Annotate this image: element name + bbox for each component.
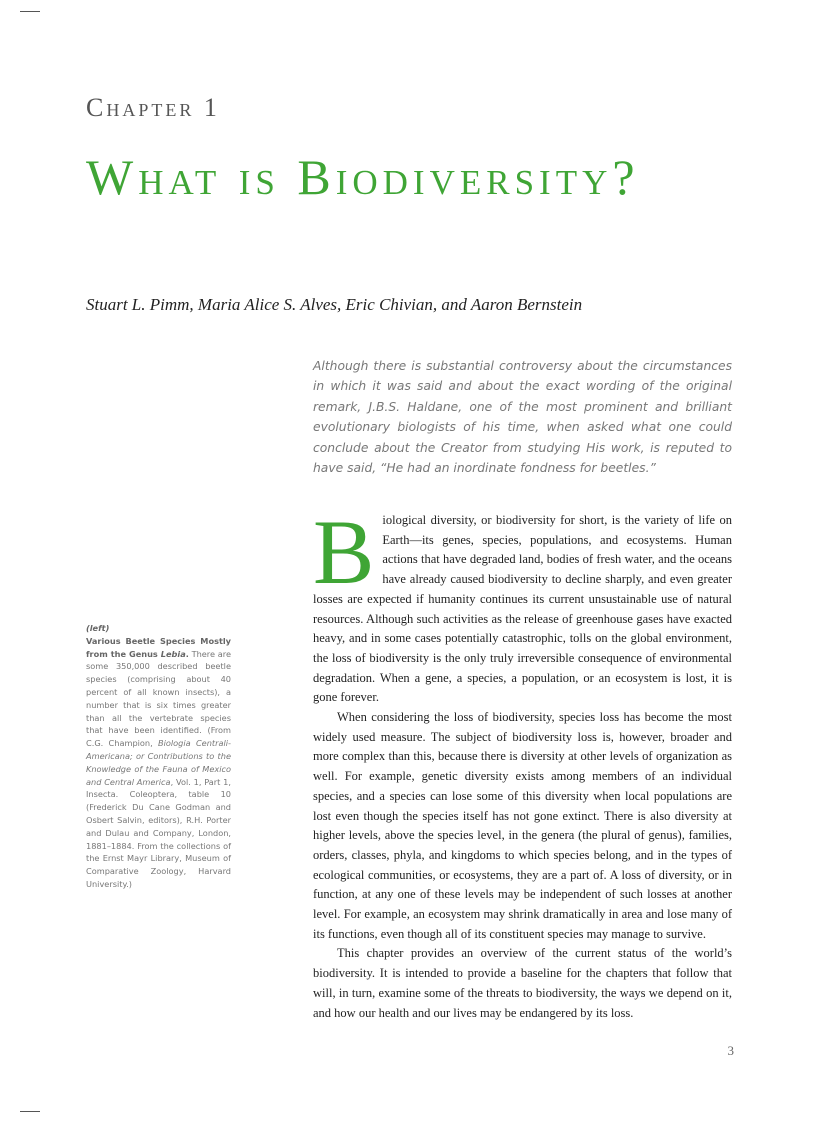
body-text — [313, 501, 732, 1023]
authors: Stuart L. Pimm, Maria Alice S. Alves, Eric Chivian, and Aaron Bernstein — [86, 295, 583, 314]
caption-tag: (left) — [86, 623, 110, 633]
crop-mark-bottom-left — [20, 1111, 40, 1112]
body-paragraph-1-text: iological diversity, or biodiversity for short, is the variety of life on Earth—its genes, species, populations, and ecosystems. Human actions that have degraded land, bodies of fresh water, and the oceans have already caused biodiversity to decline sharply, and even greater losses are expected if humanity continues its current unsustainable use of natural resources. Although such activities as the release of greenhouse gases have exacted heavy, and in some cases potentially catastrophic, tolls on the global environment, the loss of biodiversity is the only truly irreversible consequence of environmental degradation. When a gene, a species, a population, or an ecosystem is lost, it is gone forever. — [313, 513, 732, 705]
caption-genus: Lebia — [160, 648, 186, 659]
chapter-title: What is Biodiversity? — [86, 149, 640, 205]
figure-caption — [86, 622, 231, 891]
body-paragraph-2: When considering the loss of biodiversity, species loss has become the most widely used measure. The subject of biodiversity loss is, however, broader and more complex than this, because there is diversity at other levels of organization as well. For example, genetic diversity exists among members of an individual species, and a species can lose some of this diversity when local populations are lost even though the species itself has not gone extinct. There is also diversity at higher levels, above the species level, in the genera (the plural of genus), families, orders, classes, phyla, and kingdoms to which species belong, and in the types of ecological communities, or ecosystems, they are a part of. A loss of diversity, or in function, at any one of these levels may be independent of such losses at another level. For example, an ecosystem may shrink dramatically in area and lose many of its functions, even though all of its constituent species may manage to survive. — [313, 710, 732, 941]
caption-title-end: . — [185, 648, 189, 659]
crop-mark-top-left — [20, 11, 40, 12]
caption-book-title: Biologia Centrali-Americana; or Contributions to the Knowledge of the Fauna of Mexico and Central America — [86, 738, 231, 787]
drop-cap: B — [313, 501, 375, 603]
page-number: 3 — [727, 1043, 734, 1058]
body-paragraph-3: This chapter provides an overview of the current status of the world’s biodiversity. It is intended to provide a baseline for the chapters that follow that will, in turn, examine some of the threats to biodiversity, the ways we depend on it, and how our health and our lives may be endangered by its loss. — [313, 946, 732, 1020]
caption-text-2: , Vol. 1, Part 1, Insecta. Coleoptera, table 10 (Frederick Du Cane Godman and Osbert Salvin, editors), R.H. Porter and Dulau and Company, London, 1881–1884. From the collections of the Ernst Mayr Library, Museum of Comparative Zoology, Harvard University.) — [86, 776, 231, 889]
caption-text-1: There are some 350,000 described beetle species (comprising about 40 percent of all known insects), a number that is six times greater than all the vertebrate species that have been identified. (From C.G. Champion, — [86, 648, 231, 749]
body-paragraph-1 — [313, 501, 732, 708]
epigraph: Although there is substantial controversy about the circumstances in which it was said and about the exact wording of the original remark, J.B.S. Haldane, one of the most prominent and brilliant evolutionary biologists of his time, when asked what one could conclude about the Creator from studying His work, is reputed to have said, “He had an inordinate fondness for beetles.” — [313, 359, 732, 476]
caption-title-text: Various Beetle Species Mostly from the Genus — [86, 635, 231, 659]
chapter-label: Chapter 1 — [86, 93, 220, 122]
